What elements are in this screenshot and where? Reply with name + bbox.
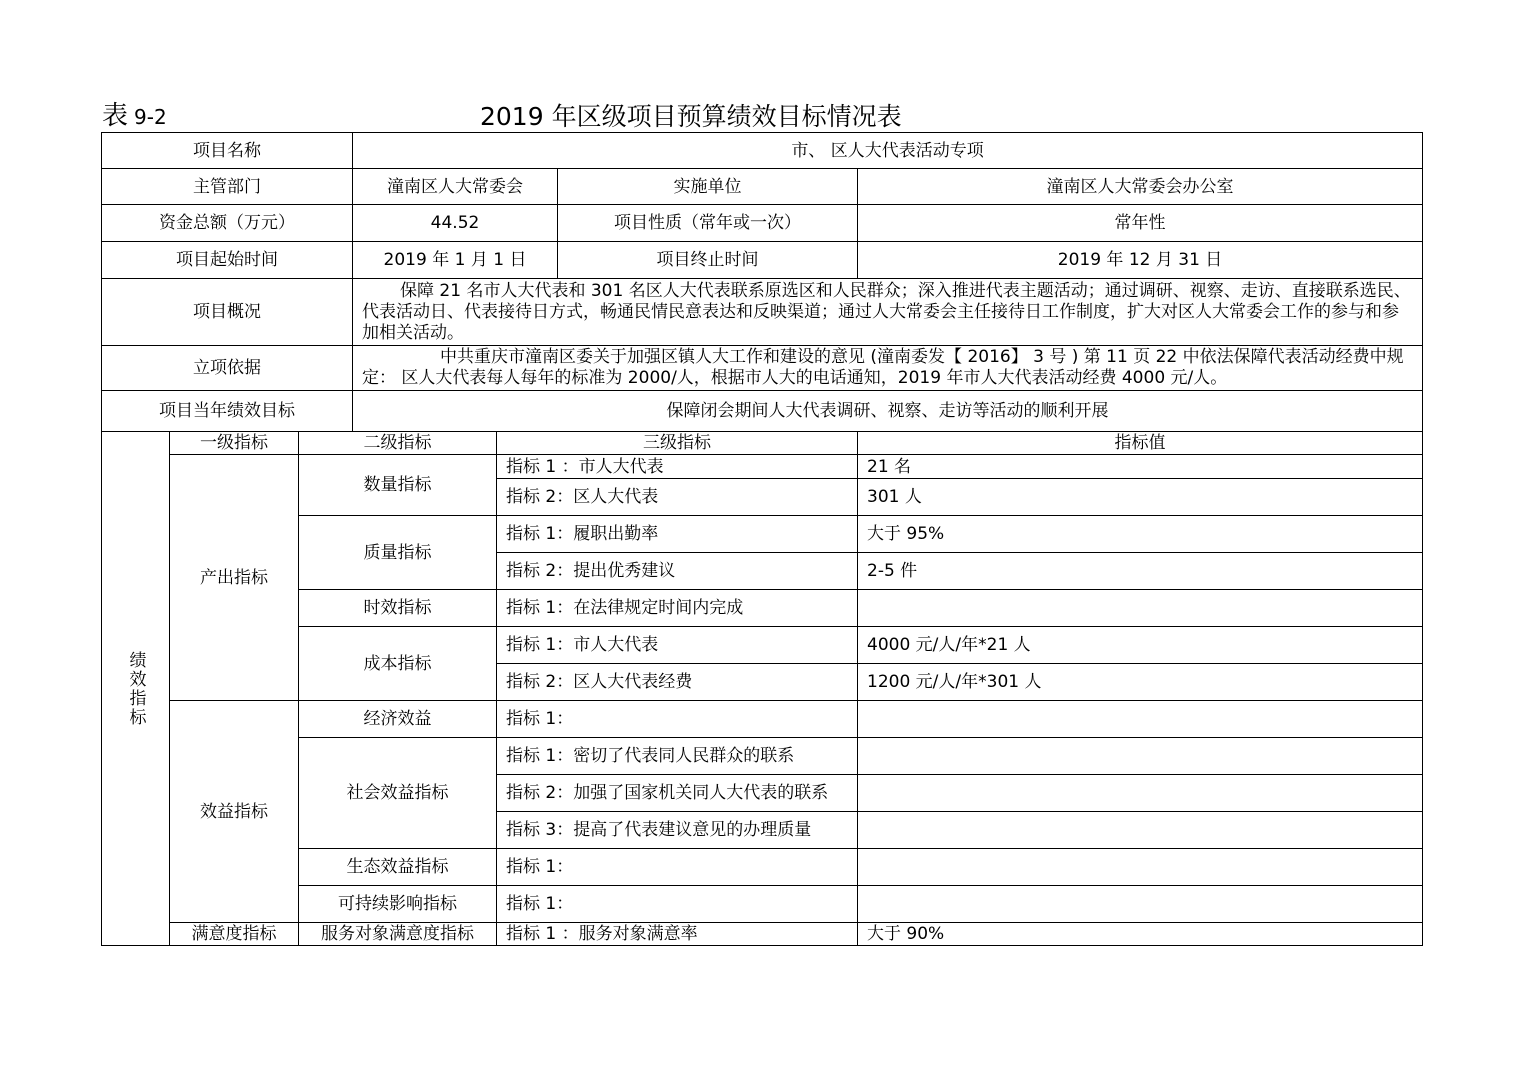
page-title: 2019 年区级项目预算绩效目标情况表 — [480, 102, 902, 131]
social-1-value — [858, 738, 1423, 775]
economic-1: 指标 1： — [497, 701, 858, 738]
social-3-value — [858, 812, 1423, 849]
overview-text: 保障 21 名市人大代表和 301 名区人大代表联系原选区和人民群众；深入推进代表主题活动；通过调研、视察、走访、直接联系选民、代表活动日、代表接待日方式，畅通民情民意表达和反映渠道；通过人大常委会主任接待日工作制度，扩大对区人大常委会工作的参与和参加相关活动。 — [362, 280, 1411, 343]
social-label: 社会效益指标 — [299, 738, 497, 849]
service-1-value: 大于 90% — [858, 923, 1423, 946]
quantity-1: 指标 1 ：市人大代表 — [497, 455, 858, 479]
economic-label: 经济效益 — [299, 701, 497, 738]
end-value: 2019 年 12 月 31 日 — [858, 242, 1423, 279]
table-row — [102, 516, 1423, 553]
start-value: 2019 年 1 月 1 日 — [353, 242, 558, 279]
indicators-section-label: 绩效指标 — [102, 432, 170, 946]
table-row — [102, 346, 1423, 391]
timeliness-1: 指标 1：在法律规定时间内完成 — [497, 590, 858, 627]
table-number — [102, 99, 167, 134]
goal-label: 项目当年绩效目标 — [102, 391, 353, 432]
cost-2: 指标 2：区人大代表经费 — [497, 664, 858, 701]
table-label: 表 — [102, 101, 129, 131]
quality-1-value: 大于 95% — [858, 516, 1423, 553]
quantity-2-value: 301 人 — [858, 479, 1423, 516]
col-header-value: 指标值 — [858, 432, 1423, 455]
project-name-value: 市、 区人大代表活动专项 — [353, 133, 1423, 169]
table-row — [102, 205, 1423, 242]
sustain-1-value — [858, 886, 1423, 923]
eco-1: 指标 1： — [497, 849, 858, 886]
overview-cell — [353, 279, 1423, 346]
overview-label: 项目概况 — [102, 279, 353, 346]
table-number-value: 9-2 — [134, 105, 167, 129]
dept-value: 潼南区人大常委会 — [353, 169, 558, 205]
table-row — [102, 279, 1423, 346]
quantity-label: 数量指标 — [299, 455, 497, 516]
economic-1-value — [858, 701, 1423, 738]
fund-label: 资金总额（万元） — [102, 205, 353, 242]
table-row — [102, 701, 1423, 738]
table-row — [102, 455, 1423, 479]
start-label: 项目起始时间 — [102, 242, 353, 279]
impl-label: 实施单位 — [558, 169, 858, 205]
quality-1: 指标 1：履职出勤率 — [497, 516, 858, 553]
fund-value: 44.52 — [353, 205, 558, 242]
col-header-level3: 三级指标 — [497, 432, 858, 455]
col-header-level1: 一级指标 — [170, 432, 299, 455]
dept-label: 主管部门 — [102, 169, 353, 205]
table-row — [102, 590, 1423, 627]
social-1: 指标 1：密切了代表同人民群众的联系 — [497, 738, 858, 775]
benefit-label: 效益指标 — [170, 701, 299, 923]
social-2-value — [858, 775, 1423, 812]
table-row — [102, 923, 1423, 946]
quality-label: 质量指标 — [299, 516, 497, 590]
cost-1-value: 4000 元/人/年*21 人 — [858, 627, 1423, 664]
table-row — [102, 242, 1423, 279]
goal-text: 保障闭会期间人大代表调研、视察、走访等活动的顺利开展 — [353, 391, 1423, 432]
cost-2-value: 1200 元/人/年*301 人 — [858, 664, 1423, 701]
social-2: 指标 2：加强了国家机关同人大代表的联系 — [497, 775, 858, 812]
quantity-1-value: 21 名 — [858, 455, 1423, 479]
basis-text: 中共重庆市潼南区委关于加强区镇人大工作和建设的意见 (潼南委发【 2016】 3 号 ) 第 11 页 22 中依法保障代表活动经费中规定： 区人大代表每人每年的标准为 2000/人，根据市人大的电话通知，2019 年市人大代表活动经费 4000 元/人。 — [362, 347, 1404, 388]
table-row — [102, 391, 1423, 432]
output-label: 产出指标 — [170, 455, 299, 701]
basis-label: 立项依据 — [102, 346, 353, 391]
basis-cell — [353, 346, 1423, 391]
cost-1: 指标 1：市人大代表 — [497, 627, 858, 664]
quality-2-value: 2-5 件 — [858, 553, 1423, 590]
table-row — [102, 627, 1423, 664]
table-row — [102, 133, 1423, 169]
col-header-level2: 二级指标 — [299, 432, 497, 455]
timeliness-1-value — [858, 590, 1423, 627]
social-3: 指标 3：提高了代表建议意见的办理质量 — [497, 812, 858, 849]
timeliness-label: 时效指标 — [299, 590, 497, 627]
nature-value: 常年性 — [858, 205, 1423, 242]
cost-label: 成本指标 — [299, 627, 497, 701]
sustain-label: 可持续影响指标 — [299, 886, 497, 923]
nature-label: 项目性质（常年或一次） — [558, 205, 858, 242]
eco-1-value — [858, 849, 1423, 886]
quality-2: 指标 2：提出优秀建议 — [497, 553, 858, 590]
sustain-1: 指标 1： — [497, 886, 858, 923]
service-1: 指标 1 ：服务对象满意率 — [497, 923, 858, 946]
table-row — [102, 738, 1423, 775]
table-row — [102, 169, 1423, 205]
service-label: 服务对象满意度指标 — [299, 923, 497, 946]
table-row — [102, 432, 1423, 455]
impl-value: 潼南区人大常委会办公室 — [858, 169, 1423, 205]
eco-label: 生态效益指标 — [299, 849, 497, 886]
table-row — [102, 886, 1423, 923]
budget-table — [101, 132, 1423, 946]
table-row — [102, 849, 1423, 886]
quantity-2: 指标 2：区人大代表 — [497, 479, 858, 516]
satisfaction-label: 满意度指标 — [170, 923, 299, 946]
project-name-label: 项目名称 — [102, 133, 353, 169]
end-label: 项目终止时间 — [558, 242, 858, 279]
